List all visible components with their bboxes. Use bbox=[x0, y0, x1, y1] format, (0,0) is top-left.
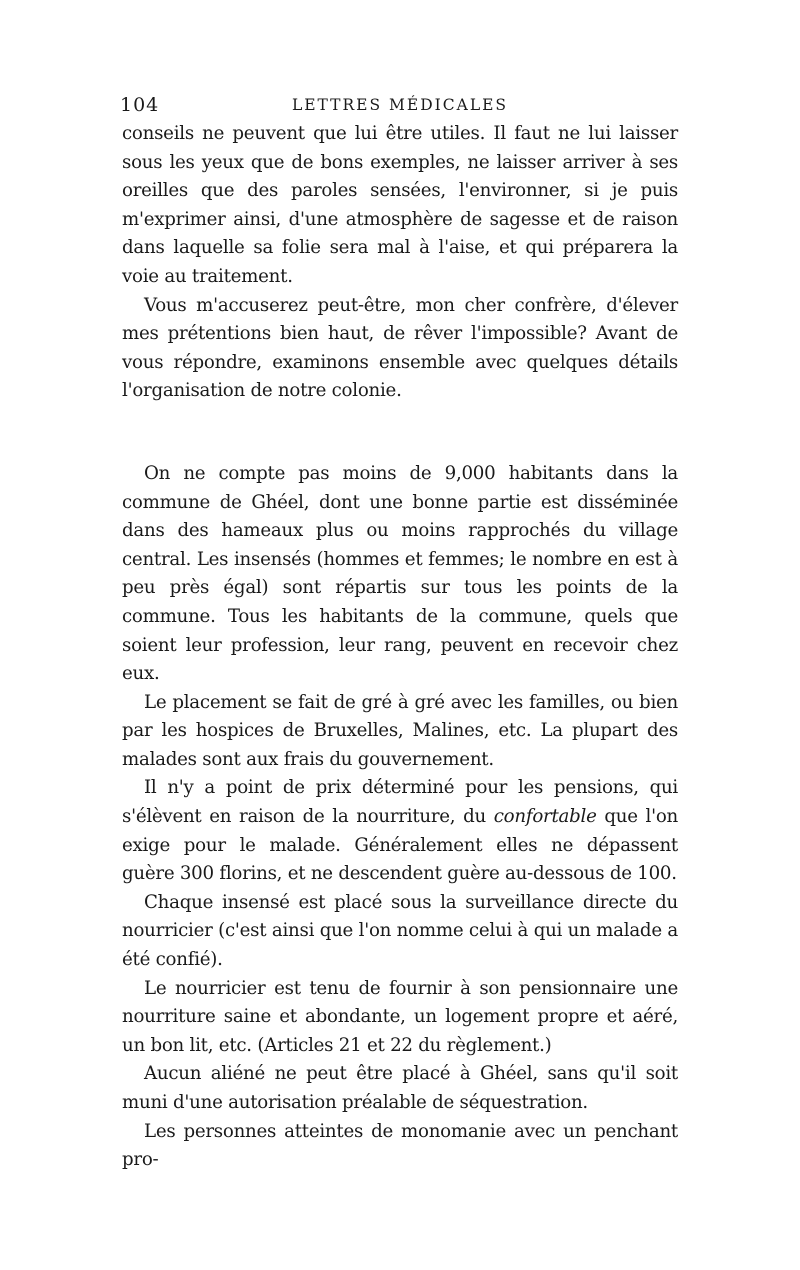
pension-text-after: que l'on exige pour le malade. Généralement elles ne dépassent guère 300 florins, et ne descendent guère au-dessous de 100. bbox=[122, 806, 678, 885]
paragraph-population: On ne compte pas moins de 9,000 habitants dans la commune de Ghéel, dont une bonne partie est disséminée dans des hameaux plus ou moins rapprochés du village central. Les insensés (hommes et femmes; le nombre en est à peu près égal) sont répartis sur tous les points de la commune. Tous les habitants de la commune, quels que soient leur profession, leur rang, peuvent en recevoir chez eux. bbox=[122, 462, 678, 685]
book-page bbox=[122, 88, 678, 1175]
page-number: 104 bbox=[120, 94, 160, 116]
paragraph-monomania: Les personnes atteintes de monomanie avec un penchant pro- bbox=[122, 1120, 678, 1171]
paragraph-supervision: Chaque insensé est placé sous la surveillance directe du nourricier (c'est ainsi que l'on nomme celui à qui un malade a été confié). bbox=[122, 891, 678, 971]
paragraph-pension bbox=[122, 774, 678, 888]
pension-text-before: Il n'y a point de prix déterminé pour les pensions, qui s'élèvent en raison de la nourriture, du bbox=[122, 777, 678, 828]
paragraph-authorization: Aucun aliéné ne peut être placé à Ghéel, sans qu'il soit muni d'une autorisation préalable de séquestration. bbox=[122, 1063, 678, 1113]
paragraph-continued: conseils ne peuvent que lui être utiles. Il faut ne lui laisser sous les yeux que de bons exemples, ne laisser arriver à ses oreilles que des paroles sensées, l'environner, si je puis m'exprimer ainsi, d'une atmosphère de sagesse et de raison dans laquelle sa folie sera mal à l'aise, et qui préparera la voie au traitement. bbox=[122, 123, 678, 287]
running-title: LETTRES MÉDICALES bbox=[291, 96, 509, 114]
paragraph-prelude: Vous m'accuserez peut-être, mon cher confrère, d'élever mes prétentions bien haut, de rêver l'impossible? Avant de vous répondre, examinons ensemble avec quelques détails l'organisation de notre colonie. bbox=[122, 294, 678, 402]
paragraph-placement: Le placement se fait de gré à gré avec les familles, ou bien par les hospices de Bruxelles, Malines, etc. La plupart des malades sont aux frais du gouvernement. bbox=[122, 691, 678, 770]
section-break bbox=[122, 406, 678, 460]
paragraph-obligations: Le nourricier est tenu de fournir à son pensionnaire une nourriture saine et abondante, un logement propre et aéré, un bon lit, etc. (Articles 21 et 22 du règlement.) bbox=[122, 977, 678, 1056]
running-head bbox=[122, 88, 678, 120]
pension-text-italic: confortable bbox=[493, 806, 597, 828]
